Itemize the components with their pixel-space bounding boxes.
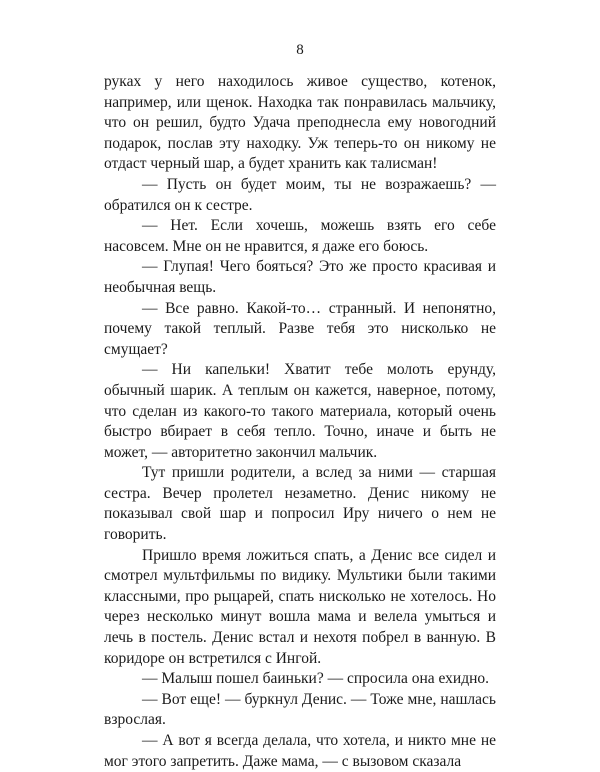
paragraph: — Нет. Если хочешь, можешь взять его себе насовсем. Мне он не нравится, я даже его боюсь.	[104, 217, 496, 255]
paragraph: — Глупая! Чего бояться? Это же просто красивая и необычная вещь.	[104, 258, 496, 296]
paragraph: — Вот еще! — буркнул Денис. — Тоже мне, нашлась взрослая.	[104, 690, 496, 729]
paragraph: Тут пришли родители, а вслед за ними — старшая сестра. Вечер пролетел незаметно. Денис никому не показывал свой шар и попросил Иру ничего о нем не говорить.	[104, 464, 496, 544]
paragraph: Пришло время ложиться спать, а Денис все сидел и смотрел мультфильмы по видику. Мультики были такими классными, про рыцарей, спать нисколько не хотелось. Но через несколько минут вошла мама и велела умыться и лечь в постель. Денис встал и нехотя побрел в ванную. В коридоре он встретился с Ингой.	[104, 546, 496, 667]
paragraph: — Ни капельки! Хватит тебе молоть ерунду, обычный шарик. А теплым он кажется, наверное, потому, что сделан из какого-то такого материала, который очень быстро вбирает в себя тепло. Точно, иначе и быть не может, — авторитетно закончил мальчик.	[104, 361, 496, 461]
paragraph: — Малыш пошел баиньки? — спросила она ехидно.	[142, 670, 490, 688]
paragraph: — А вот я всегда делала, что хотела, и никто мне не мог этого запретить. Даже мама, — с вызовом сказала	[104, 732, 496, 770]
body-text	[104, 72, 496, 772]
paragraph: — Все равно. Какой-то… странный. И непонятно, почему такой теплый. Разве тебя это нисколько не смущает?	[104, 299, 496, 358]
paragraph: — Пусть он будет моим, ты не возражаешь? — обратился он к сестре.	[104, 175, 496, 214]
page-number: 8	[296, 42, 304, 58]
paragraph: руках у него находилось живое существо, котенок, например, или щенок. Находка так понравилась мальчику, что он решил, будто Удача преподнесла ему новогодний подарок, послав эту находку. Уж теперь-то он никому не отдаст черный шар, а будет хранить как талисман!	[104, 73, 496, 173]
